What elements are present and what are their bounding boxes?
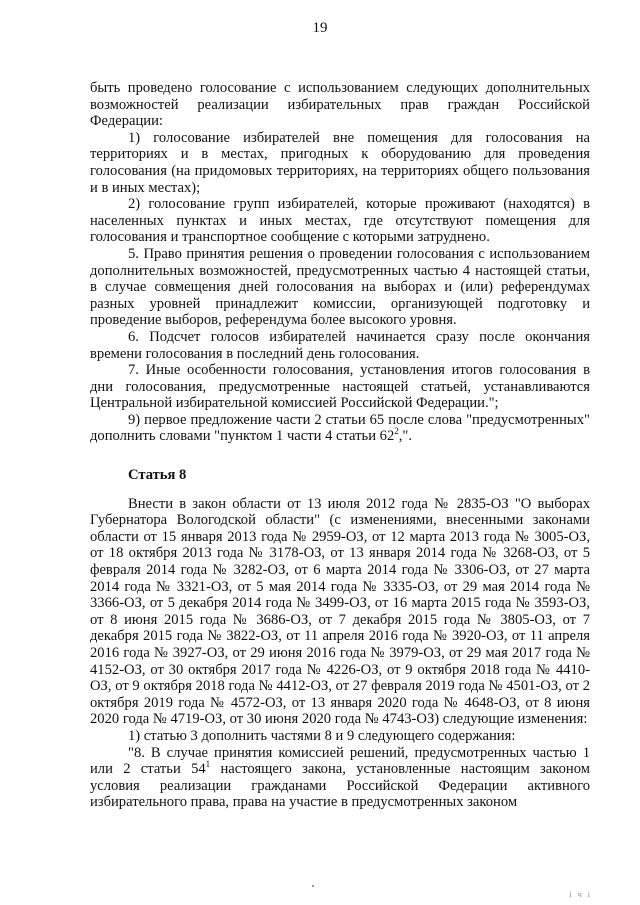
- corner-mark: і ч і: [569, 890, 592, 899]
- item-9-text: 9) первое предложение части 2 статьи 65 после слова "предусмотренных" дополнить словами "пунктом 1 части 4 статьи 62: [90, 411, 590, 445]
- item-9-superscript: 2: [394, 426, 399, 437]
- document-body: [90, 80, 590, 811]
- scan-speck: [312, 885, 314, 887]
- article-heading: Статья 8: [128, 467, 187, 484]
- item-9-tail: ,".: [398, 428, 413, 445]
- quote-text: "8. В случае принятия комиссией решений, предусмотренных частью 1 или 2 статьи 54: [90, 744, 590, 778]
- paragraph-item-1: 1) голосование избирателей вне помещения для голосования на территориях и в местах, пригодных к оборудованию для проведения голосования (на придомовых территориях, на территориях общего пользования и в иных местах);: [90, 129, 590, 196]
- page-number: 19: [312, 20, 328, 36]
- quoted-part-8: [90, 745, 590, 811]
- quote-superscript: 1: [205, 759, 211, 770]
- paragraph-item-9: [90, 412, 590, 445]
- paragraph-part-6: 6. Подсчет голосов избирателей начинается сразу после окончания времени голосования в последний день голосования.: [90, 328, 590, 362]
- quote-tail: настоящего закона, установленные настоящим законом условия реализации гражданами Российской Федерации активного избирательного права, права на участие в предусмотренных законом: [90, 761, 590, 811]
- paragraph-part-5: 5. Право принятия решения о проведении голосования с использованием дополнительных возможностей, предусмотренных частью 4 настоящей статьи, в случае совмещения дней голосования на выборах и (или) референдумах разных уровней принадлежит комиссии, организующей подготовку и проведение выборов, референдума более высокого уровня.: [90, 245, 590, 329]
- article-paragraph: Внести в закон области от 13 июля 2012 года № 2835-ОЗ "О выборах Губернатора Вологодской области" (с изменениями, внесенными законами области от 15 января 2013 года № 2959-ОЗ, от 12 марта 2013 года № 3005-ОЗ, от 18 октября 2013 года № 3178-ОЗ, от 13 января 2014 года № 3268-ОЗ, от 5 февраля 2014 года № 3282-ОЗ, от 6 марта 2014 года № 3306-ОЗ, от 27 марта 2014 года № 3321-ОЗ, от 5 мая 2014 года № 3335-ОЗ, от 29 мая 2014 года № 3366-ОЗ, от 5 декабря 2014 года № 3499-ОЗ, от 16 марта 2015 года № 3593-ОЗ, от 8 июня 2015 года № 3686-ОЗ, от 7 декабря 2015 года № 3805-ОЗ, от 7 декабря 2015 года № 3822-ОЗ, от 11 апреля 2016 года № 3920-ОЗ, от 11 апреля 2016 года № 3927-ОЗ, от 29 июня 2016 года № 3979-ОЗ, от 29 мая 2017 года № 4152-ОЗ, от 30 октября 2017 года № 4226-ОЗ, от 9 октября 2018 года № 4410-ОЗ, от 9 октября 2018 года № 4412-ОЗ, от 27 февраля 2019 года № 4501-ОЗ, от 2 октября 2019 года № 4572-ОЗ, от 13 января 2020 года № 4648-ОЗ, от 8 июня 2020 года № 4719-ОЗ, от 30 июня 2020 года № 4743-ОЗ) следующие изменения:: [90, 495, 590, 728]
- article-item-1: 1) статью 3 дополнить частями 8 и 9 следующего содержания:: [128, 727, 516, 744]
- paragraph-part-7: 7. Иные особенности голосования, установления итогов голосования в дни голосования, предусмотренные настоящей статьей, устанавливаются Центральной избирательной комиссией Российской Федерации.";: [90, 362, 590, 412]
- paragraph-item-2: 2) голосование групп избирателей, которые проживают (находятся) в населенных пунктах и иных местах, где отсутствуют помещения для голосования и транспортное сообщение с которыми затруднено.: [90, 196, 590, 246]
- paragraph-continuation: быть проведено голосование с использованием следующих дополнительных возможностей реализации избирательных прав граждан Российской Федерации:: [90, 80, 590, 130]
